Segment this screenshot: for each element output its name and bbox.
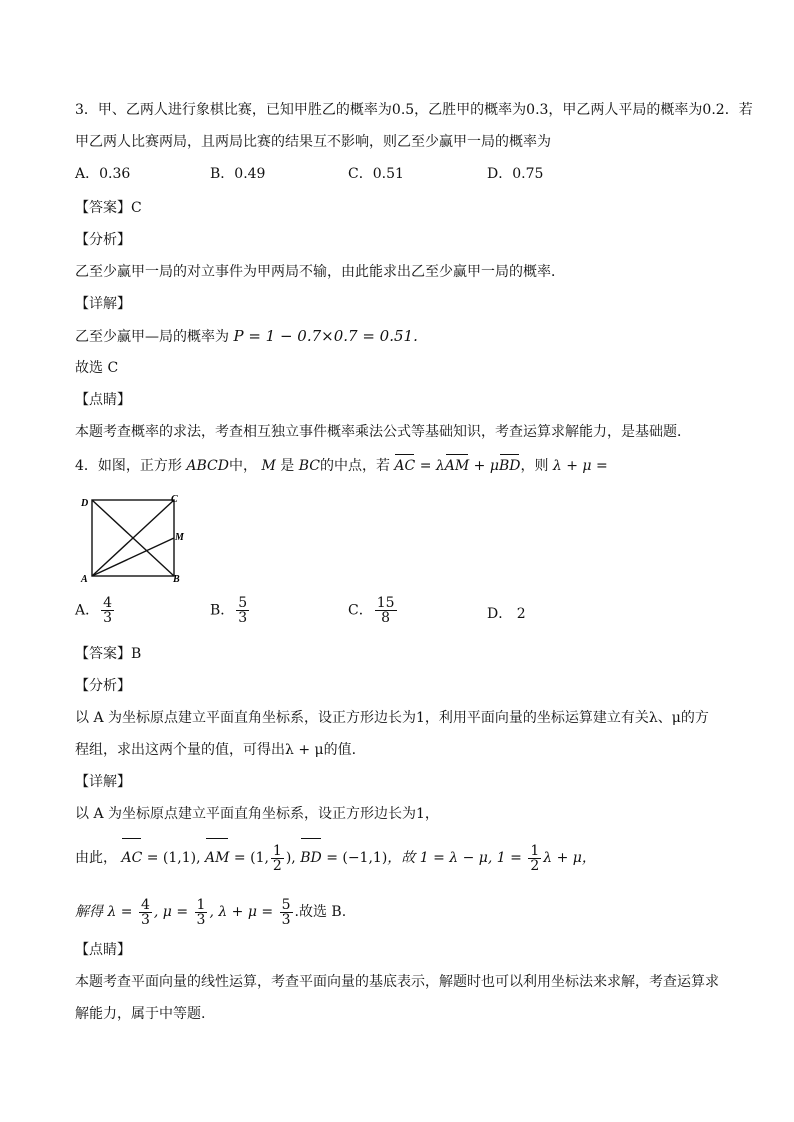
segment-am [92, 538, 174, 576]
q4-option-d [487, 604, 526, 624]
q4-option-c-fraction [375, 596, 397, 625]
q3-option-b: B．0.49 [210, 166, 266, 182]
q4-option-c-label: C． [348, 602, 373, 619]
q4-solve-lambda [139, 898, 152, 927]
q4-analysis-heading: 【分析】 [75, 678, 131, 694]
q3-detail-formula: P = 1 − 0.7×0.7 = 0.51. [233, 327, 418, 345]
q4-option-b-num: 5 [238, 595, 248, 611]
q4-solve-lambda-den: 3 [140, 911, 150, 928]
q4-option-a-label: A． [75, 602, 100, 619]
q4-detail-so: ，故 1 = λ − μ, 1 = [387, 850, 522, 866]
q4-solve-mu-eq: , μ = [153, 904, 189, 920]
q4-vector-bd: BD [498, 458, 521, 474]
q4-mid2: 的中点，若 [319, 458, 390, 474]
q4-stem [75, 456, 608, 476]
q4-detail-am-num: 1 [272, 842, 282, 859]
q3-analysis-heading: 【分析】 [75, 232, 131, 248]
q4-detail-ac-val: = (1,1), [146, 850, 201, 866]
q4-solve-sum-den: 3 [281, 911, 291, 928]
q4-detail-vec-am: AM [205, 840, 229, 876]
q4-detail-am-post: ), [285, 850, 296, 866]
q4-solve-sum-num: 5 [281, 896, 291, 913]
q4-option-c-den: 8 [381, 610, 391, 626]
q4-solve-lambda-num: 4 [140, 896, 150, 913]
q3-option-a: A．0.36 [75, 166, 131, 182]
q4-detail-line1: 以 A 为坐标原点建立平面直角坐标系，设正方形边长为1， [75, 806, 439, 822]
q4-option-d-value: 2 [516, 606, 526, 622]
q4-plus-mu: + μ [473, 458, 499, 474]
q4-ask: λ + μ = [552, 458, 608, 474]
q4-solve-mu-den: 3 [196, 911, 206, 928]
q4-option-b-fraction [236, 596, 249, 625]
q3-stem-line1: 3．甲、乙两人进行象棋比赛，已知甲胜乙的概率为0.5，乙胜甲的概率为0.3，甲乙两人平局的概率为0.2．若 [75, 102, 753, 118]
q4-option-a-fraction [101, 596, 114, 625]
q4-square-name: ABCD [186, 458, 229, 474]
q3-comment-text: 本题考查概率的求法，考查相互独立事件概率乘法公式等基础知识，考查运算求解能力，是基础题． [75, 424, 691, 440]
q4-detail-vec-bd: BD [300, 840, 322, 876]
q4-square-figure [78, 490, 188, 586]
q4-option-d-label: D． [487, 606, 513, 622]
q3-comment-heading: 【点睛】 [75, 392, 131, 408]
q4-analysis-line1: 以 A 为坐标原点建立平面直角坐标系，设正方形边长为1，利用平面向量的坐标运算建立有关λ、μ的方 [75, 710, 709, 726]
q4-detail-heading: 【详解】 [75, 774, 131, 790]
q4-solve-line [75, 894, 346, 930]
q4-detail-line2 [75, 840, 596, 876]
q4-solve-sum [280, 898, 293, 927]
q4-solve-tail: .故选 B. [294, 904, 347, 920]
q4-vector-ac: AC [394, 458, 416, 474]
q4-solve-mu [195, 898, 208, 927]
q3-stem-line2: 甲乙两人比赛两局，且两局比赛的结果互不影响，则乙至少赢甲一局的概率为 [75, 134, 551, 150]
label-m: M [175, 532, 184, 543]
q4-detail-bd-val: = (−1,1) [326, 850, 388, 866]
q3-answer: 【答案】C [75, 200, 142, 216]
q4-option-c-num: 15 [376, 595, 395, 611]
q4-stem-prefix: 4．如图，正方形 [75, 458, 182, 474]
q3-detail-heading: 【详解】 [75, 296, 131, 312]
q4-mid-word: 中， [228, 458, 257, 474]
label-b: B [173, 574, 180, 585]
q4-detail-half-num: 1 [530, 842, 540, 859]
q4-comment-line2: 解能力，属于中等题. [75, 1006, 206, 1022]
label-a: A [81, 574, 88, 585]
q4-option-a-den: 3 [103, 610, 113, 626]
q4-detail-half-den: 2 [530, 857, 540, 874]
q4-detail-vec-ac: AC [121, 840, 142, 876]
q4-segment-bc: BC [298, 458, 320, 474]
q4-option-a [75, 596, 116, 625]
q4-detail-am-den: 2 [272, 857, 282, 874]
q4-vector-am: AM [444, 458, 470, 474]
q4-then: ，则 [520, 458, 549, 474]
q4-option-b-den: 3 [238, 610, 248, 626]
q4-option-a-num: 4 [103, 595, 113, 611]
q3-option-c: C．0.51 [348, 166, 404, 182]
q4-detail-am-fraction [271, 844, 284, 873]
q3-detail-text [75, 326, 418, 347]
q3-option-d: D．0.75 [487, 166, 544, 182]
q4-eq-lambda: = λ [419, 458, 445, 474]
q4-option-b [210, 596, 251, 625]
q4-detail-am-pre: = (1, [233, 850, 269, 866]
q4-point-m: M [261, 458, 276, 474]
q4-detail-half [528, 844, 541, 873]
q4-comment-line1: 本题考查平面向量的线性运算，考查平面向量的基底表示，解题时也可以利用坐标法来求解，考查运算求 [75, 974, 719, 990]
q4-is-word: 是 [280, 458, 295, 474]
q4-option-c [348, 596, 399, 625]
q3-detail-prefix: 乙至少赢甲—局的概率为 [75, 329, 229, 345]
q4-solve-prefix: 解得 λ = [75, 904, 133, 920]
q4-comment-heading: 【点睛】 [75, 942, 131, 958]
q4-solve-sum-eq: , λ + μ = [209, 904, 274, 920]
q4-answer: 【答案】B [75, 646, 142, 662]
q4-option-b-label: B． [210, 602, 235, 619]
q4-analysis-line2: 程组，求出这两个量的值，可得出λ + μ的值. [75, 742, 357, 758]
q3-choose: 故选 C [75, 360, 119, 376]
q4-solve-mu-num: 1 [196, 896, 206, 913]
q4-detail-since: 由此， [75, 850, 117, 866]
label-c: C [171, 494, 178, 505]
q3-analysis-text: 乙至少赢甲一局的对立事件为甲两局不输，由此能求出乙至少赢甲一局的概率． [75, 264, 565, 280]
label-d: D [81, 498, 89, 509]
q4-detail-tail: λ + μ， [543, 850, 596, 866]
